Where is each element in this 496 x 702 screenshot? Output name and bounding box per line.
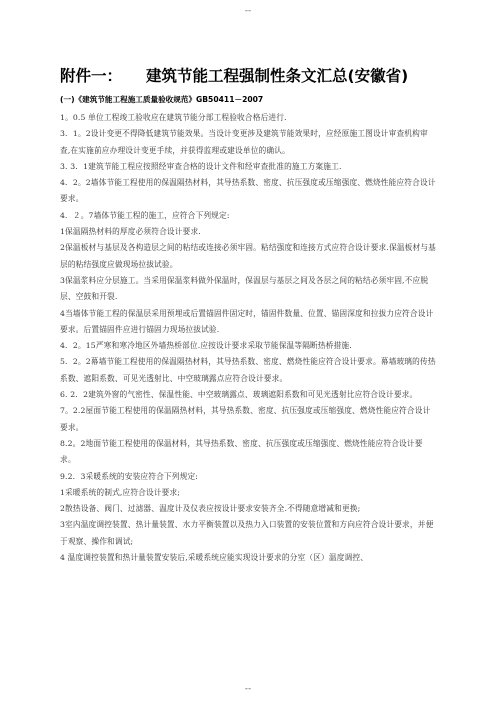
document-title xyxy=(60,62,438,90)
paragraph: 1保温隔热材料的厚度必须符合设计要求. xyxy=(60,227,201,237)
paragraph: 1采暖系统的制式,应符合设计要求; xyxy=(60,487,181,497)
paragraph: 2散热设备、阀门、过滤器、温度计及仪表应按设计要求安装齐全.不得随意增减和更换; xyxy=(60,504,361,514)
paragraph: 4当墙体节能工程的保温层采用预埋或后置锚固件固定时，锚固件数量、位置、锚固深度和拉拔力应符合设计要求。后置锚固件应进行锚固力现场拉拔试验. xyxy=(60,308,434,334)
title-text: 建筑节能工程强制性条文汇总(安徽省) xyxy=(146,67,409,85)
document-page xyxy=(60,62,438,566)
paragraph: 4．2。2墙体节能工程使用的保温隔热材料，其导热系数、密度、抗压强度或压缩强度、燃烧性能应符合设计要求。 xyxy=(60,178,436,204)
paragraph: 6. 2．2建筑外窗的气密性、保温性能、中空玻璃露点、玻璃遮阳系数和可见光透射比应符合设计要求。 xyxy=(60,390,418,400)
paragraph: 3保温浆料应分层施工。当采用保温浆料做外保温时，保温层与基层之间及各层之间的粘结必须牢固,不应脱层、空鼓和开裂. xyxy=(60,275,429,302)
paragraph: 2保温板材与基层及各构造层之间的粘结或连接必须牢固。粘结强度和连接方式应符合设计要求.保温板材与基层的粘结强度应做现场拉拔试验。 xyxy=(60,243,437,269)
section-heading: (一)《建筑节能工程施工质量验收规范》GB50411－2007 xyxy=(60,95,264,104)
paragraph: 3. 3．1建筑节能工程应按照经审查合格的设计文件和经审查批准的施工方案施工. xyxy=(60,161,342,171)
paragraph: 1。0.5 单位工程竣工验收应在建筑节能分部工程验收合格后进行. xyxy=(60,113,287,122)
page-marker-top: -- xyxy=(244,6,252,16)
page-marker-bottom: -- xyxy=(244,684,252,694)
attachment-label: 附件一： xyxy=(60,67,123,85)
paragraph: 3．1。2设计变更不得降低建筑节能效果。当设计变更涉及建筑节能效果时，应经原施工图设计审查机构审查,在实施前应办理设计变更手续，并获得监理或建设单位的确认。 xyxy=(60,129,428,155)
paragraph: 7。2.2屋面节能工程使用的保温隔热材料，其导热系数、密度、抗压强度或压缩强度、燃烧性能应符合设计要求。 xyxy=(60,406,431,432)
paragraph: 4 温度调控装置和热计量装置安装后,采暖系统应能实现设计要求的分室（区）温度调控、 xyxy=(60,553,369,563)
paragraph: 3室内温度调控装置、热计量装置、水力平衡装置以及热力入口装置的安装位置和方向应符合设计要求，并便于观察、操作和调试; xyxy=(60,520,434,546)
paragraph: 4．２。7墙体节能工程的施工，应符合下列规定: xyxy=(60,210,230,220)
paragraph: 5．2。2幕墙节能工程使用的保温隔热材料，其导热系数、密度、燃烧性能应符合设计要求。幕墙玻璃的传热系数、遮阳系数、可见光透射比、中空玻璃露点应符合设计要求。 xyxy=(60,357,436,383)
paragraph: 9.2．3采暖系统的安装应符合下列规定: xyxy=(60,471,199,481)
paragraph: 8.2。2地面节能工程使用的保温材料，其导热系数、密度、抗压强度或压缩强度、燃烧性能应符合设计要求。 xyxy=(60,438,423,465)
paragraph: 4．2。15严寒和寒冷地区外墙热桥部位.应按设计要求采取节能保温等隔断热桥措施. xyxy=(60,341,352,351)
